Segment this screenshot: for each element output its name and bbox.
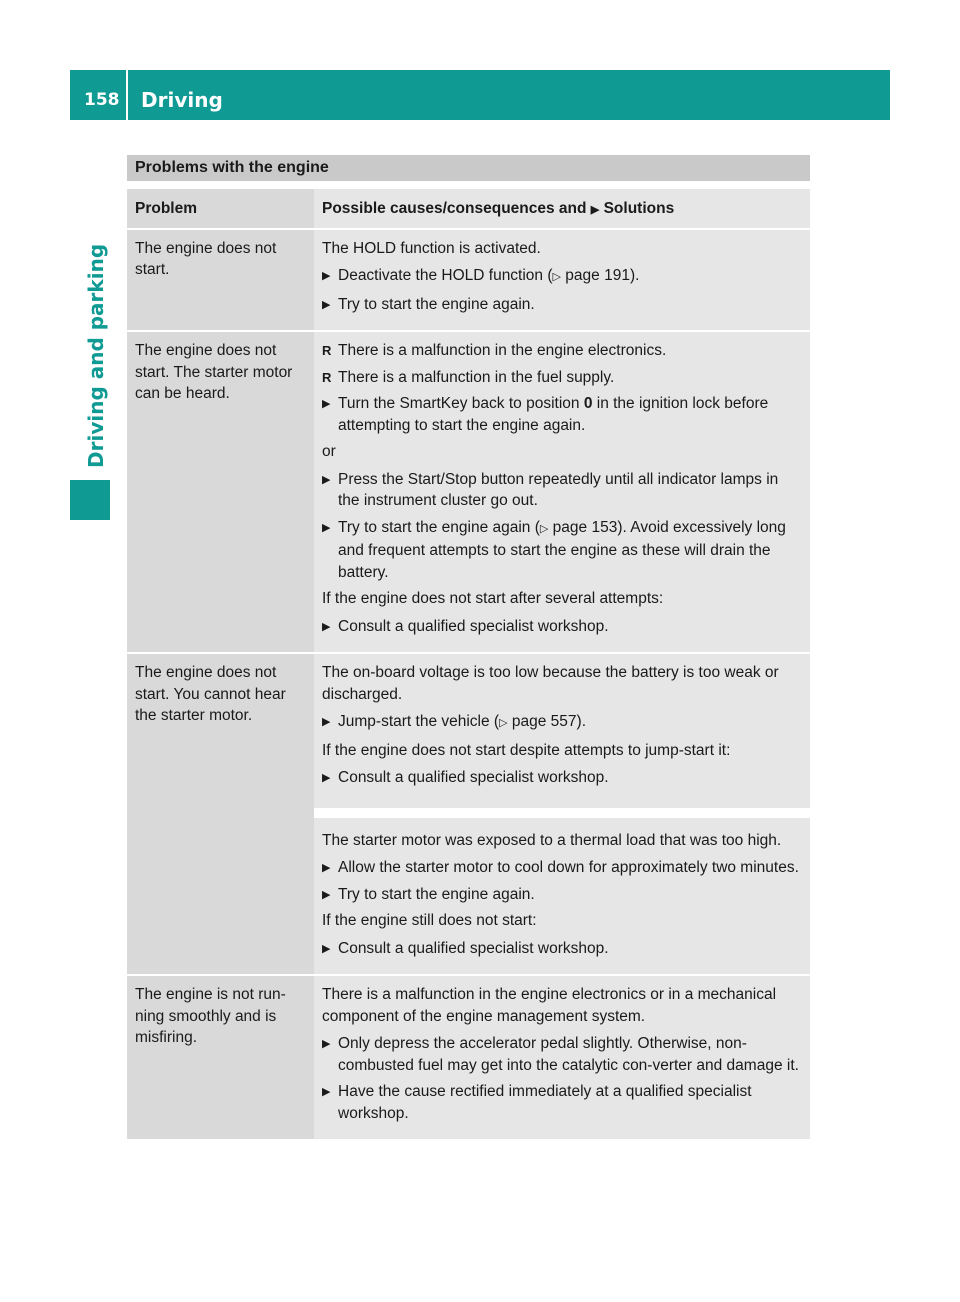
cause-text: The starter motor was exposed to a thermal load that was too high. — [322, 831, 782, 849]
step-text-end: ). — [629, 267, 640, 284]
position-value: 0 — [583, 395, 593, 412]
cause-text: or — [322, 443, 336, 460]
step-arrow-icon: ▶ — [322, 521, 331, 534]
step-text: Consult a qualified specialist workshop. — [338, 939, 609, 957]
table-row — [127, 654, 810, 974]
step-arrow-icon: ▶ — [322, 620, 331, 633]
step-arrow-icon: ▶ — [322, 888, 331, 901]
solution-step — [322, 857, 802, 879]
step-text: Only depress the accelerator pedal slightly. Otherwise, non-combusted fuel may get into the catalytic con-verter and damage it. — [338, 1035, 799, 1074]
cause-bullet — [322, 340, 802, 362]
step-arrow-icon: ▶ — [322, 1086, 331, 1098]
solution-block — [322, 238, 802, 331]
cause-text: If the engine still does not start: — [322, 912, 537, 929]
solution-step — [322, 711, 802, 735]
step-arrow-icon: ▶ — [322, 398, 331, 410]
cause-bullet — [322, 367, 802, 389]
step-arrow-icon: ▶ — [322, 942, 331, 955]
solution-step — [322, 884, 802, 906]
cause-text: The on-board voltage is too low because the battery is too weak or discharged. — [322, 664, 779, 703]
table-header-row — [127, 189, 810, 228]
section-side-label: Driving and parking — [84, 243, 108, 468]
solution-step — [322, 294, 802, 316]
step-text: Consult a qualified specialist workshop. — [338, 769, 609, 786]
table-row — [127, 976, 810, 1139]
step-arrow-icon: ▶ — [322, 1038, 331, 1050]
page-ref-icon: ▷ — [552, 271, 561, 283]
page-number: 158 — [84, 90, 120, 110]
solution-step — [322, 938, 802, 960]
bullet-icon: R — [322, 343, 332, 358]
cause-text: If the engine does not start after several attempts: — [322, 590, 664, 607]
solutions-header-prefix: Possible causes/consequences and — [322, 200, 587, 217]
solution-step — [322, 767, 802, 789]
problems-table — [127, 189, 810, 1139]
solution-cell — [314, 332, 810, 652]
step-arrow-icon: ▶ — [322, 473, 331, 486]
step-text: Try to start the engine again. — [338, 295, 535, 313]
page-reference[interactable]: page 557 — [507, 713, 577, 730]
problem-cell: The engine does not start. You cannot hear the starter motor. — [127, 654, 314, 974]
page-reference[interactable]: page 191 — [561, 267, 630, 284]
arrow-icon: ▶ — [590, 204, 600, 216]
solution-step — [322, 517, 802, 584]
problem-cell: The engine is not run-ning smoothly and is misfiring. — [127, 976, 314, 1139]
step-text-end: ). — [576, 713, 586, 730]
step-text: There is a malfunction in the fuel supply. — [338, 368, 615, 386]
bullet-icon: R — [322, 369, 332, 385]
section-marker — [70, 480, 110, 520]
solution-step — [322, 1081, 802, 1124]
solution-cell — [314, 976, 810, 1139]
solution-step — [322, 616, 802, 638]
solution-block — [322, 984, 802, 1139]
step-text: Jump-start the vehicle ( — [338, 713, 500, 730]
table-row — [127, 230, 810, 331]
solution-step — [322, 265, 802, 289]
step-text: Try to start the engine again ( — [338, 518, 540, 536]
step-text-end: ). Avoid excessively long and frequent attempts to start the engine as these will drain the battery. — [338, 518, 786, 581]
column-header-problem: Problem — [127, 189, 314, 228]
table-row — [127, 332, 810, 652]
page-reference[interactable]: page 153 — [548, 518, 618, 536]
header-divider — [126, 70, 128, 120]
solutions-header-suffix: Solutions — [603, 200, 675, 217]
solution-cell — [314, 230, 810, 331]
page-ref-icon: ▷ — [539, 522, 549, 535]
step-arrow-icon: ▶ — [322, 298, 331, 311]
step-text: Deactivate the HOLD function ( — [338, 267, 553, 284]
step-text: Try to start the engine again. — [338, 885, 535, 903]
step-text: Press the Start/Stop button repeatedly until all indicator lamps in the instrument cluster go out. — [338, 470, 779, 509]
table-title: Problems with the engine — [127, 155, 810, 181]
problem-cell: The engine does not start. — [127, 230, 314, 331]
cause-text: There is a malfunction in the engine electronics or in a mechanical component of the engine management system. — [322, 986, 777, 1025]
solution-step — [322, 469, 802, 512]
column-header-solutions — [314, 189, 810, 228]
step-text: Have the cause rectified immediately at a qualified specialist workshop. — [338, 1083, 752, 1122]
chapter-title: Driving — [141, 88, 223, 112]
solution-block — [322, 340, 802, 652]
solution-cell — [314, 654, 810, 974]
solution-block — [322, 662, 802, 804]
solution-block — [322, 830, 802, 975]
step-text: Turn the SmartKey back to position — [338, 395, 584, 412]
block-separator — [314, 808, 810, 818]
step-arrow-icon: ▶ — [322, 270, 331, 282]
cause-text: If the engine does not start despite attempts to jump-start it: — [322, 741, 731, 759]
step-text-end: in the ignition lock before attempting to start the engine again. — [338, 395, 769, 434]
step-arrow-icon: ▶ — [322, 862, 331, 874]
step-text: Allow the starter motor to cool down for approximately two minutes. — [338, 859, 799, 876]
step-text: Consult a qualified specialist workshop. — [338, 617, 609, 635]
step-text: There is a malfunction in the engine electronics. — [338, 342, 667, 359]
table-body — [127, 228, 810, 1140]
cause-text: The HOLD function is activated. — [322, 239, 541, 257]
step-arrow-icon: ▶ — [322, 716, 331, 728]
solution-step — [322, 1033, 802, 1076]
step-arrow-icon: ▶ — [322, 772, 331, 784]
problem-cell: The engine does not start. The starter motor can be heard. — [127, 332, 314, 652]
page-ref-icon: ▷ — [499, 717, 508, 729]
solution-step — [322, 393, 802, 436]
